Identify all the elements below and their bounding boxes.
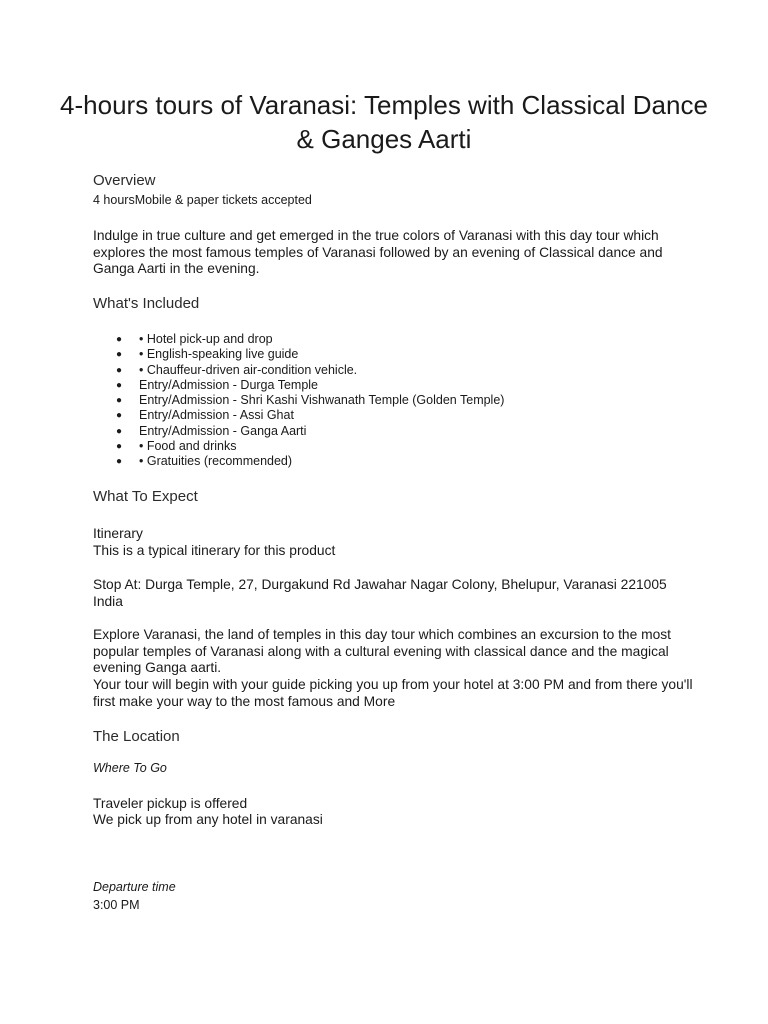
bullet-icon: ● (116, 379, 123, 391)
overview-meta: 4 hoursMobile & paper tickets accepted (93, 193, 312, 207)
included-item: ● Entry/Admission - Assi Ghat (116, 408, 294, 423)
bullet-icon: ● (116, 334, 123, 345)
included-item: ● • Gratuities (recommended) (116, 454, 293, 469)
pickup-offered: Traveler pickup is offered (93, 796, 248, 811)
itinerary-label: Itinerary (93, 526, 143, 541)
overview-heading: Overview (93, 172, 156, 189)
bullet-icon: ● (116, 364, 123, 376)
where-to-go-label: Where To Go (93, 761, 167, 775)
overview-description: Indulge in true culture and get emerged in the true colors of Varanasi with this day tour which explores the most famous temples of Varanasi followed by an evening of Classical dance and Ganga Aarti in the evening. (93, 228, 663, 277)
itinerary-note: This is a typical itinerary for this product (93, 543, 336, 558)
location-heading: The Location (93, 728, 180, 745)
bullet-icon: ● (116, 425, 123, 437)
included-list (93, 332, 504, 470)
included-item: ● • English-speaking live guide (116, 347, 299, 362)
departure-time: 3:00 PM (93, 898, 140, 912)
bullet-icon: ● (116, 456, 123, 468)
included-item: ● • Hotel pick-up and drop (116, 332, 273, 346)
bullet-icon: ● (116, 441, 123, 453)
departure-label: Departure time (93, 880, 176, 894)
expect-heading: What To Expect (93, 488, 198, 505)
bullet-icon: ● (116, 349, 123, 361)
included-item: ● • Food and drinks (116, 439, 237, 454)
included-item: ● Entry/Admission - Shri Kashi Vishwanath Temple (Golden Temple) (116, 393, 505, 408)
bullet-icon: ● (116, 395, 123, 407)
itinerary-details: Explore Varanasi, the land of temples in this day tour which combines an excursion to the most popular temples of Varanasi along with a cultural evening with classical dance and the magical evening Ganga aarti. (93, 627, 671, 676)
pickup-note: We pick up from any hotel in varanasi (93, 812, 323, 827)
included-item: ● • Chauffeur-driven air-condition vehicle. (116, 362, 358, 377)
page-title: 4-hours tours of Varanasi: Temples with Classical Dance & Ganges Aarti (60, 90, 708, 154)
itinerary-stop: Stop At: Durga Temple, 27, Durgakund Rd Jawahar Nagar Colony, Bhelupur, Varanasi 221005 India (93, 577, 667, 609)
included-heading: What's Included (93, 295, 200, 312)
included-item: ● Entry/Admission - Durga Temple (116, 377, 319, 392)
included-item: ● Entry/Admission - Ganga Aarti (116, 423, 307, 438)
itinerary-details-more: Your tour will begin with your guide picking you up from your hotel at 3:00 PM and from there you'll first make your way to the most famous and More (93, 677, 693, 709)
bullet-icon: ● (116, 410, 123, 422)
